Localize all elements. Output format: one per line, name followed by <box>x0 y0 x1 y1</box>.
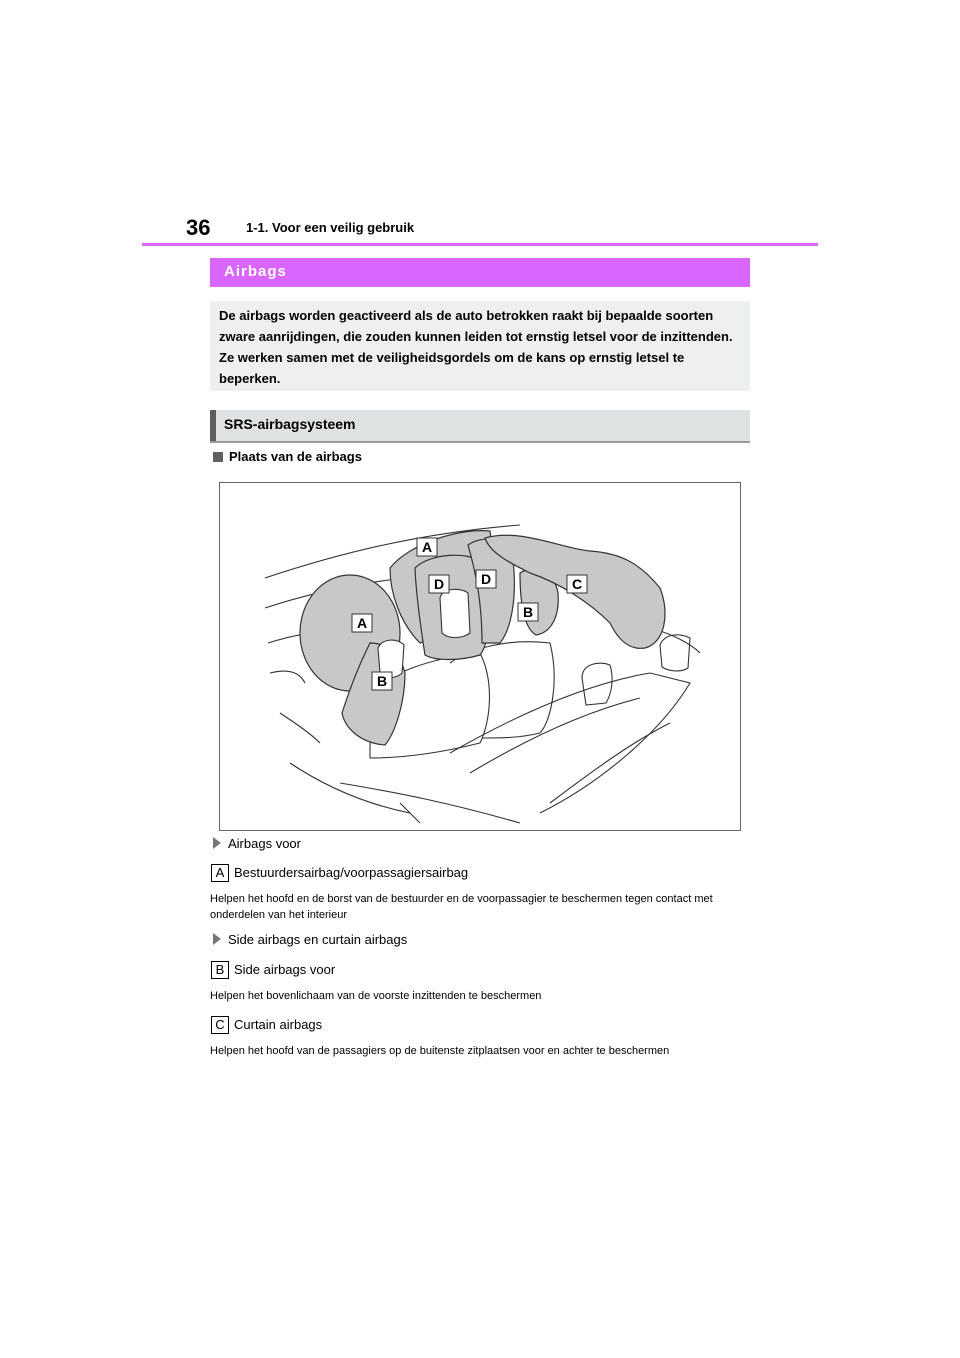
location-heading <box>213 449 362 464</box>
group-heading-side <box>213 932 407 947</box>
title-bar <box>210 258 750 287</box>
item-b <box>211 961 335 979</box>
callout-a-top <box>417 538 437 556</box>
subsection-accent <box>210 410 216 441</box>
item-b-description: Helpen het bovenlichaam van de voorste inzittenden te beschermen <box>210 990 542 1002</box>
svg-text:A: A <box>356 615 368 631</box>
badge-a: A <box>211 864 229 882</box>
page-title: Airbags <box>224 263 287 280</box>
airbag-location-figure <box>219 482 741 831</box>
badge-b: B <box>211 961 229 979</box>
group-heading-front-text: Airbags voor <box>228 836 301 851</box>
callout-d-driver <box>429 575 449 593</box>
item-b-label: Side airbags voor <box>234 962 336 977</box>
svg-text:A: A <box>421 539 433 555</box>
intro-text: De airbags worden geactiveerd als de auto betrokken raakt bij bepaalde soorten zware aanrijdingen, die zouden kunnen leiden tot ernstig letsel voor de inzittenden. Ze werken samen met de veiligheidsgordels om de kans op ernstig letsel te beperken. <box>219 308 733 386</box>
subsection-bar <box>210 410 750 443</box>
svg-text:C: C <box>571 576 583 592</box>
item-a <box>211 864 468 882</box>
callout-c-curtain <box>567 575 587 593</box>
item-c <box>211 1016 322 1034</box>
section-header: 1-1. Voor een veilig gebruik <box>246 220 415 235</box>
badge-c: C <box>211 1016 229 1034</box>
group-heading-front <box>213 836 301 851</box>
svg-text:D: D <box>433 576 445 592</box>
subsection-title: SRS-airbagsysteem <box>224 416 356 432</box>
triangle-bullet-icon <box>213 837 221 849</box>
callout-b-passenger <box>518 603 538 621</box>
item-c-description: Helpen het hoofd van de passagiers op de buitenste zitplaatsen voor en achter te beschermen <box>210 1045 670 1057</box>
callout-b-driver <box>372 672 392 690</box>
item-c-label: Curtain airbags <box>234 1017 323 1032</box>
callout-a-steering <box>352 614 372 632</box>
triangle-bullet-icon <box>213 933 221 945</box>
location-heading-text: Plaats van de airbags <box>229 449 362 464</box>
intro-box <box>210 301 750 391</box>
svg-text:B: B <box>522 604 534 620</box>
page-number: 36 <box>186 215 211 240</box>
group-heading-side-text: Side airbags en curtain airbags <box>228 932 408 947</box>
svg-text:B: B <box>376 673 388 689</box>
item-a-label: Bestuurdersairbag/voorpassagiersairbag <box>234 865 469 880</box>
header-rule <box>142 243 818 246</box>
callout-d-passenger <box>476 570 496 588</box>
svg-text:D: D <box>480 571 492 587</box>
square-bullet-icon <box>213 452 223 462</box>
car-interior-illustration <box>220 483 740 830</box>
item-a-description: Helpen het hoofd en de borst van de bestuurder en de voorpassagier te beschermen tegen contact met onderdelen van het interieur <box>210 893 713 921</box>
